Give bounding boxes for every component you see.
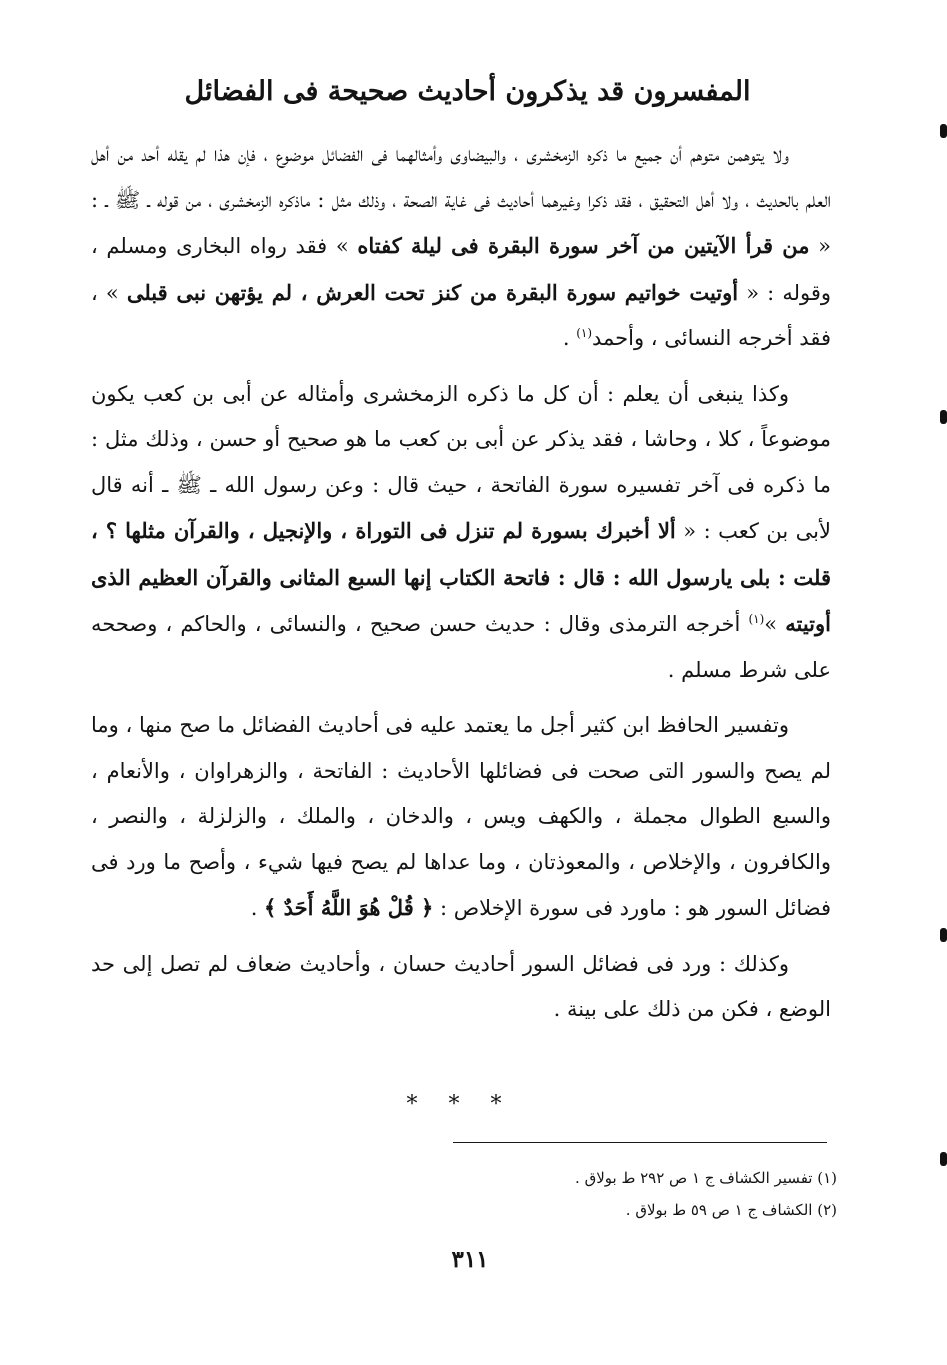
page-number: ٣١١ <box>451 1246 489 1273</box>
scan-edge-mark <box>940 928 947 942</box>
text-run: وكذا ينبغى أن يعلم : أن كل ما ذكره الزمخشرى وأمثاله عن أبى بن كعب يكون موضوعاً ، كلا ، وحاشا ، فقد يذكر عن أبى بن كعب ما هو صحيح أو حسن ، وذلك مثل : ما ذكره فى آخر تفسيره سورة الفاتحة ، حيث قال : وعن رسول الله ـ ﷺ ـ أنه قال لأبى بن كعب : « <box>91 381 831 543</box>
footnote-ref: (١) <box>748 612 765 626</box>
text-run: » ، فقد أخرجه النسائى ، وأحمد <box>91 280 831 350</box>
paragraph-4 <box>91 942 831 1033</box>
text-run: . <box>250 896 265 920</box>
text-run: أخرجه الترمذى وقال : حديث حسن صحيح ، والنسائى ، والحاكم ، وصححه على شرط مسلم . <box>91 612 831 682</box>
footnote-divider <box>453 1142 827 1143</box>
paragraph-1 <box>91 132 831 362</box>
paragraph-3 <box>91 703 831 932</box>
text-run: » <box>764 612 786 636</box>
hadith-quote: ألا أخبرك بسورة لم تنزل فى التوراة ، والإنجيل ، والقرآن مثلها ؟ ، قلت : بلى يارسول الله : قال : فاتحة الكتاب إنها السبع المثانى والقرآن العظيم الذى أوتيته <box>91 518 831 636</box>
scan-edge-mark <box>940 410 947 424</box>
body-text <box>91 132 831 1033</box>
scan-edge-mark <box>940 1152 947 1166</box>
footnote-1: (١) تفسير الكشاف ج ١ ص ٢٩٢ ط بولاق . <box>575 1169 837 1187</box>
page-title: المفسرون قد يذكرون أحاديث صحيحة فى الفضائل <box>184 76 751 107</box>
scan-edge-mark <box>940 124 947 138</box>
section-separator: * * * <box>406 1092 514 1117</box>
paragraph-2 <box>91 372 831 694</box>
footnote-2: (٢) الكشاف ج ١ ص ٥٩ ط بولاق . <box>625 1201 837 1219</box>
text-run: . <box>562 326 577 350</box>
text-run: وتفسير الحافظ ابن كثير أجل ما يعتمد عليه فى أحاديث الفضائل ما صح منها ، وما لم يصح والسور التى صحت فى فضائلها الأحاديث : الفاتحة ، والزهراوان ، والأنعام ، والسبع الطوال مجملة ، والكهف ويس ، والدخان ، والملك ، والزلزلة ، والنصر ، والكافرون ، والإخلاص ، والمعوذتان ، وما عداها لم يصح فيها شيء ، وأصح ما ورد فى فضائل السور هو : ماورد فى سورة الإخلاص : <box>91 713 831 920</box>
footnote-ref: (١) <box>576 326 593 340</box>
text-run: » فقد رواه البخارى ومسلم ، وقوله : « <box>91 234 832 305</box>
quran-verse: ﴿ قُلْ هُوَ اللَّهُ أَحَدٌ ﴾ <box>264 895 434 920</box>
text-run: وكذلك : ورد فى فضائل السور أحاديث حسان ، وأحاديث ضعاف لم تصل إلى حد الوضع ، فكن من ذلك على بينة . <box>91 951 831 1021</box>
hadith-quote: أوتيت خواتيم سورة البقرة من كنز تحت العرش ، لم يؤتهن نبى قبلى <box>126 279 739 305</box>
text-run: ولا يتوهمن متوهم أن جميع ما ذكره الزمخشرى ، والبيضاوى وأمثالهما فى الفضائل موضوع ، فإن هذا لم يقله أحد من أهل العلم بالحديث ، ولا أهل التحقيق ، فقد ذكرا وغيرهما أحاديث فى غاية الصحة ، وذلك مثل : ماذكره الزمخشرى ، من قوله ـ ﷺ ـ : « <box>91 142 832 258</box>
hadith-quote: من قرأ الآيتين من آخر سورة البقرة فى ليلة كفتاه <box>357 233 810 258</box>
